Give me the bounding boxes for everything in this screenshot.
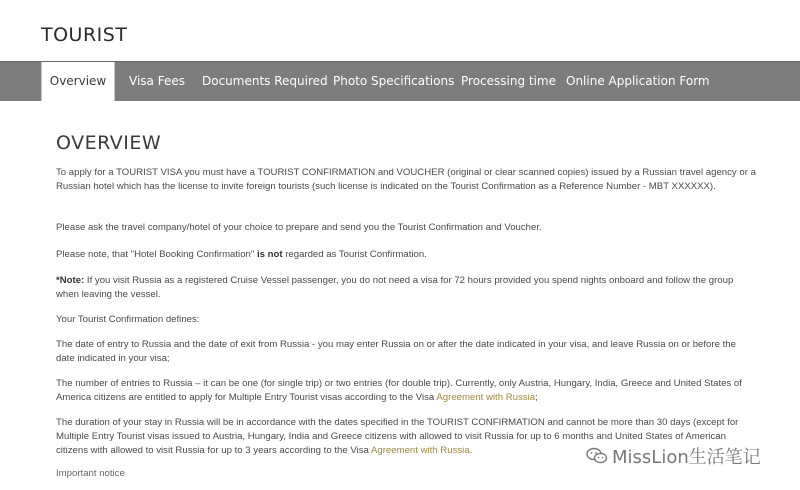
paragraph-duration-of-stay: The duration of your stay in Russia will be in accordance with the dates specified in the TOURIST CONFIRMATION and cannot be more than 30 days (except for Multiple Entry Tourist visas issued to Austria, Hungary, India and Greece citizens with allowed to visit Russia for up to 6 months and United States of American citizens with allowed to visit Russia for up to 3 years according to the Visa Agreement with Russia. [56,417,739,456]
paragraph-confirmation-defines: Your Tourist Confirmation defines: [56,314,200,325]
section-heading: OVERVIEW [56,132,162,154]
tab-documents-required[interactable]: Documents Required [202,74,328,88]
paragraph-cruise-note: *Note: If you visit Russia as a registered Cruise Vessel passenger, you do not need a visa for 72 hours provided you spend nights onboard and follow the group when leaving the vessel. [56,275,734,300]
tab-online-application-form[interactable]: Online Application Form [566,74,710,88]
agreement-link[interactable]: Agreement with Russia [370,445,470,456]
watermark [586,443,761,470]
paragraph-hotel-booking: Please note, that "Hotel Booking Confirmation" is not regarded as Tourist Confirmation. [56,249,427,260]
tab-visa-fees[interactable]: Visa Fees [129,74,185,88]
paragraph-number-of-entries: The number of entries to Russia – it can be one (for single trip) or two entries (for double trip). Currently, only Austria, Hungary, India, Greece and United States of America citizens are entitled to apply for Multiple Entry Tourist visas according to the Visa Agreement with Russia; [56,378,742,403]
important-notice-label: Important notice [56,468,125,479]
tab-bar [0,61,800,101]
watermark-text: MissLion生活笔记 [612,447,761,468]
tab-processing-time[interactable]: Processing time [461,74,557,88]
tab-photo-specifications[interactable]: Photo Specifications [333,74,455,88]
paragraph-ask-company: Please ask the travel company/hotel of your choice to prepare and send you the Tourist Confirmation and Voucher. [56,222,542,233]
tab-overview[interactable]: Overview [41,62,115,101]
wechat-icon [586,447,608,470]
agreement-link[interactable]: Agreement with Russia [436,392,536,403]
paragraph-intro: To apply for a TOURIST VISA you must have a TOURIST CONFIRMATION and VOUCHER (original or clear scanned copies) issued by a Russian travel agency or a Russian hotel which has the license to invite foreign tourists (such license is indicated on the Tourist Confirmation as a Reference Number - MBT XXXXXX). [56,167,756,192]
page-title: TOURIST [41,24,128,46]
paragraph-entry-exit-dates: The date of entry to Russia and the date of exit from Russia - you may enter Russia on or after the date indicated in your visa, and leave Russia on or before the date indicated in your visa; [56,339,736,364]
